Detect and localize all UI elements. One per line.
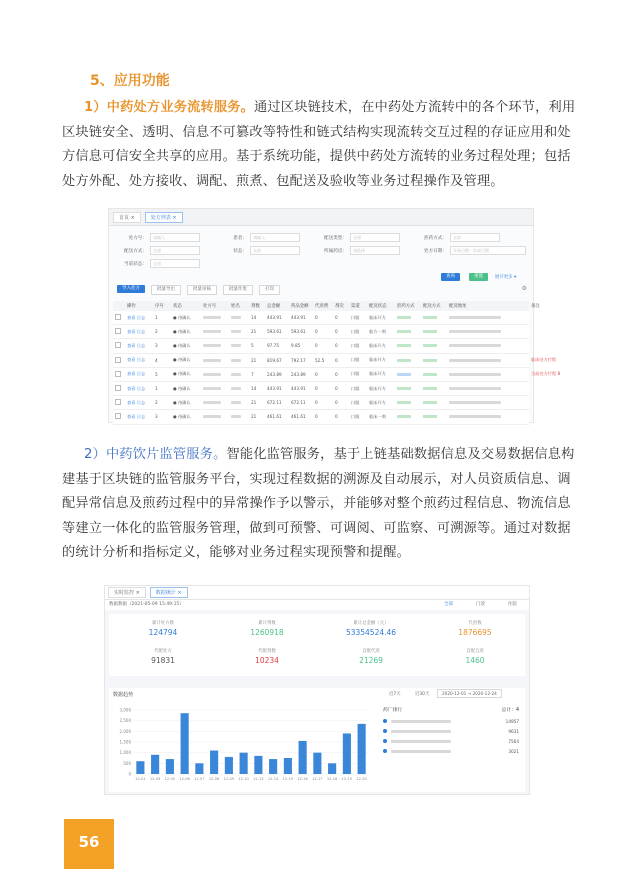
- section-title: 5、应用功能: [90, 73, 170, 89]
- batch-void-button[interactable]: 批量作废: [223, 285, 253, 295]
- prescription-table: [113, 301, 561, 425]
- table-cell: [395, 414, 421, 419]
- column-header: 状态: [173, 304, 182, 309]
- table-cell: 21: [251, 329, 257, 335]
- table-cell: ● 待确认: [173, 314, 191, 320]
- x-tick-label: 12-03: [149, 777, 161, 781]
- y-tick-label: 1,500: [119, 739, 131, 745]
- table-cell: 0: [335, 414, 338, 420]
- rank-value: 9631: [508, 728, 519, 734]
- y-tick-label: 3,000: [119, 707, 131, 713]
- stat-card: [321, 648, 421, 665]
- table-cell: ● 待确认: [173, 385, 191, 391]
- table-header: [113, 301, 540, 311]
- table-cell: [447, 386, 529, 391]
- tab-realtime[interactable]: 实时监控 ×: [108, 587, 146, 598]
- stat-label: 代配处方: [154, 649, 172, 654]
- prescription-no-input[interactable]: 请输入: [150, 233, 200, 242]
- stat-value: 21269: [359, 656, 383, 665]
- import-button[interactable]: 导入处方: [117, 285, 145, 293]
- settings-icon[interactable]: ⚙: [521, 285, 527, 292]
- stat-value: 91831: [151, 656, 175, 665]
- table-cell: 243.89: [291, 371, 306, 377]
- paragraph-supervision: [62, 443, 580, 566]
- table-cell: 0: [335, 329, 338, 335]
- table-cell: 21: [251, 357, 257, 363]
- table-cell: [113, 357, 125, 364]
- range-30days[interactable]: 近30天: [415, 692, 430, 697]
- column-header: 渠道: [351, 304, 360, 309]
- status-select[interactable]: 全部: [250, 246, 300, 255]
- table-cell: 97.75: [267, 343, 279, 349]
- x-tick-label: 12-06: [179, 777, 190, 781]
- table-cell[interactable]: 查看 日志: [127, 385, 146, 391]
- table-cell: 口服: [351, 413, 360, 419]
- stat-label: 累计总金额（元）: [353, 621, 389, 626]
- table-cell: 21: [251, 400, 257, 406]
- table-cell: 0: [335, 400, 338, 406]
- table-cell: [229, 414, 249, 419]
- filter-outpatient[interactable]: 门诊: [476, 602, 485, 607]
- table-cell: [113, 342, 125, 349]
- patient-input[interactable]: 请输入: [250, 233, 300, 242]
- y-tick-label: 500: [123, 760, 131, 766]
- table-cell: [395, 400, 421, 405]
- x-tick-label: 12-13: [253, 777, 264, 781]
- chart-bar[interactable]: [343, 733, 351, 774]
- table-cell: [421, 329, 447, 334]
- rank-item: [383, 736, 519, 746]
- paragraph-lead: 1）中药处方业务流转服务。: [84, 100, 255, 115]
- table-cell: 口服: [351, 328, 360, 334]
- stat-card: [425, 620, 525, 637]
- table-cell: [201, 386, 229, 391]
- table-cell: 1: [155, 386, 158, 392]
- rank-dot-icon: [383, 729, 387, 733]
- table-cell: 819.67: [267, 357, 282, 363]
- table-row[interactable]: [113, 410, 529, 424]
- paragraph-body: 通过区块链技术，在中药处方流转中的各个环节，利用区块链安全、透明、信息不可篡改等特性和链式结构实现流转交互过程的存证应用和处方信息可信安全共享的应用。基于系统功能，提供中药处方流转的业务过程处理；包括处方外配、处方接收、调配、煎煮、包配送及验收等业务过程操作及管理。: [62, 100, 576, 189]
- chart-bar[interactable]: [328, 763, 336, 774]
- table-cell: 5: [251, 343, 254, 349]
- table-cell[interactable]: 查看 日志: [127, 413, 146, 419]
- table-cell: 2: [155, 400, 158, 406]
- table-cell[interactable]: 查看 日志: [127, 314, 146, 320]
- table-cell: 0: [335, 371, 338, 377]
- table-row[interactable]: [113, 382, 529, 396]
- stat-label: 累计剂数: [258, 621, 276, 626]
- table-cell: 5: [155, 371, 158, 377]
- table-cell: 0: [315, 386, 318, 392]
- x-tick-label: 12-01: [135, 777, 146, 781]
- stat-value: 1460: [465, 656, 485, 665]
- stat-label: 累计处方数: [152, 621, 174, 626]
- field-label: 处方号：: [128, 235, 147, 241]
- table-cell: [229, 358, 249, 363]
- column-header: 备注: [531, 304, 540, 309]
- paragraph-prescription: [62, 96, 580, 194]
- table-cell: 0: [315, 329, 318, 335]
- field-label: 状态：: [233, 248, 247, 254]
- table-cell: ● 待确认: [173, 357, 191, 363]
- table-cell: 443.91: [267, 315, 282, 321]
- table-cell: 口服: [351, 371, 360, 377]
- x-tick-label: 12-19: [341, 777, 353, 781]
- table-row[interactable]: [113, 325, 529, 339]
- table-cell: 临床开方: [369, 371, 386, 377]
- stat-value: 124794: [148, 628, 178, 637]
- x-tick-label: 12-09: [223, 777, 235, 781]
- table-cell: [421, 315, 447, 320]
- table-cell: 口服: [351, 385, 360, 391]
- table-cell: 672.11: [291, 400, 306, 406]
- table-cell: [421, 358, 447, 363]
- table-cell: [201, 400, 229, 405]
- table-cell[interactable]: 查看 日志: [127, 399, 146, 405]
- tab-prescription-list[interactable]: 处方列表 ×: [145, 212, 183, 223]
- table-cell: 0: [335, 315, 338, 321]
- page-number: 56: [64, 819, 114, 869]
- paragraph-lead: 2）中药饮片监管服务。: [84, 447, 227, 462]
- query-button[interactable]: 查询: [441, 273, 460, 281]
- column-header: 配送状态: [369, 304, 387, 309]
- stat-card: [113, 648, 213, 665]
- table-cell: [421, 386, 447, 391]
- table-cell: 14: [251, 386, 257, 392]
- table-row[interactable]: [113, 311, 529, 325]
- stats-panel: [109, 614, 525, 676]
- tab-statistics[interactable]: 数据统计 ×: [150, 587, 188, 598]
- table-cell: 3: [155, 414, 158, 420]
- table-cell: [113, 399, 125, 406]
- table-cell: [201, 329, 229, 334]
- table-cell: [447, 414, 529, 419]
- table-cell: ● 待确认: [173, 342, 191, 348]
- table-cell: 0: [335, 343, 338, 349]
- table-cell: [201, 315, 229, 320]
- table-cell: ● 待确认: [173, 328, 191, 334]
- table-cell: [201, 372, 229, 377]
- field-label: 患者：: [233, 235, 247, 241]
- table-cell: [447, 372, 529, 377]
- chart-bar[interactable]: [225, 757, 233, 774]
- stat-value: 10234: [255, 656, 279, 665]
- column-header: 配送地址: [449, 304, 467, 309]
- rank-total: 总计：4: [501, 708, 519, 713]
- table-cell: 口服: [351, 399, 360, 405]
- decoction-select[interactable]: 全部: [450, 233, 500, 242]
- table-cell: 临床开方: [369, 399, 386, 405]
- table-cell: [395, 386, 421, 391]
- table-cell: [113, 413, 125, 420]
- delivery-method-select[interactable]: 全部: [150, 246, 200, 255]
- chart-bar[interactable]: [166, 759, 174, 774]
- rank-dot-icon: [383, 739, 387, 743]
- table-cell: [229, 400, 249, 405]
- table-cell: 443.91: [291, 386, 306, 392]
- table-cell[interactable]: 查看 日志: [127, 328, 146, 334]
- reset-button[interactable]: 重置: [469, 273, 488, 281]
- table-cell: [201, 414, 229, 419]
- table-row[interactable]: [113, 396, 529, 410]
- table-cell: 593.61: [267, 329, 282, 335]
- column-header: 姓名: [231, 304, 240, 309]
- column-header: 序号: [155, 304, 164, 309]
- stat-card: [425, 648, 525, 665]
- date-range-picker[interactable]: 2020-12-01 → 2020-12-24: [437, 689, 502, 698]
- rank-title: 药厂排行: [383, 708, 403, 713]
- batch-review-button[interactable]: 批量审核: [187, 285, 217, 295]
- chart-bar[interactable]: [313, 753, 321, 774]
- table-cell: 52.5: [315, 357, 325, 363]
- stats-subtitle: [105, 600, 529, 610]
- rank-dot-icon: [383, 719, 387, 723]
- range-7days[interactable]: 近7天: [389, 692, 401, 697]
- y-tick-label: 0: [128, 771, 131, 777]
- table-cell: 临床一剂: [369, 413, 386, 419]
- table-cell: [229, 372, 249, 377]
- y-tick-label: 1,000: [119, 750, 131, 756]
- table-cell: 0: [335, 386, 338, 392]
- rank-item: [383, 746, 519, 756]
- subtitle-text: 数据数据（2021-05-09 15:49:15）: [109, 602, 184, 607]
- x-tick-label: 12-18: [326, 777, 338, 781]
- stat-card: [321, 620, 421, 637]
- column-header: 操作: [127, 304, 136, 309]
- tab-home[interactable]: 首页 ×: [113, 212, 141, 223]
- table-cell: 461.61: [267, 414, 282, 420]
- table-cell: 口服: [351, 342, 360, 348]
- column-header: 药品金额: [291, 304, 309, 309]
- table-row[interactable]: [113, 368, 561, 382]
- paragraph-body: 智能化监管服务，基于上链基础数据信息及交易数据信息构建基于区块链的监管服务平台，实现过程数据的溯源及自动展示，对人员资质信息、调配异常信息及煎药过程中的异常操作予以警示，并能够对整个煎药过程信息、物流信息等建立一体化的监管服务管理，做到可预警、可调阅、可监察、可溯源等。通过对数据的统计分析和指标定义，能够对业务过程实现预警和提醒。: [62, 447, 575, 560]
- table-cell: [229, 315, 249, 320]
- table-cell: 0: [315, 400, 318, 406]
- trend-chart-panel: [109, 688, 525, 792]
- x-tick-label: 12-17: [312, 777, 323, 781]
- chart-title: 数据趋势: [113, 692, 134, 698]
- table-cell: [201, 343, 229, 348]
- table-cell: [395, 329, 421, 334]
- chart-bar[interactable]: [151, 755, 159, 774]
- stat-value: 1260918: [250, 628, 284, 637]
- column-header: 处方号: [203, 304, 217, 309]
- table-cell: 461.61: [291, 414, 306, 420]
- current-status-select[interactable]: 全部: [150, 259, 200, 268]
- table-cell: 2: [155, 329, 158, 335]
- table-cell: 临床开方: [369, 385, 386, 391]
- table-cell: [113, 385, 125, 392]
- table-row[interactable]: [113, 339, 529, 353]
- table-cell: [201, 358, 229, 363]
- table-cell: [395, 343, 421, 348]
- rank-item: [383, 716, 519, 726]
- delivery-type-select[interactable]: 全部: [350, 233, 400, 242]
- filter-all[interactable]: 全部: [444, 602, 453, 607]
- table-cell[interactable]: 查看 日志: [127, 357, 146, 363]
- column-header: 剂数: [251, 304, 260, 309]
- date-range-input[interactable]: 开始日期 - 结束日期: [450, 246, 526, 255]
- table-cell: ● 待确认: [173, 413, 191, 419]
- filter-inpatient[interactable]: 住院: [508, 602, 517, 607]
- column-header: 配送方式: [423, 304, 441, 309]
- stat-label: 代煎数: [468, 621, 482, 626]
- table-cell: [421, 343, 447, 348]
- export-button[interactable]: 批量导出: [151, 285, 181, 295]
- table-cell: 3: [155, 343, 158, 349]
- statistics-screenshot: [104, 585, 530, 795]
- table-cell: [229, 343, 249, 348]
- column-header: 代煎费: [315, 304, 329, 309]
- x-tick-label: 12-16: [297, 777, 308, 781]
- chart-bar[interactable]: [358, 724, 366, 774]
- field-label: 处方日期：: [424, 248, 447, 254]
- print-button[interactable]: 打印: [259, 285, 280, 295]
- chart-bar[interactable]: [240, 753, 248, 774]
- field-label: 当前状态：: [124, 261, 147, 267]
- table-cell: 0: [335, 357, 338, 363]
- table-cell: 0: [315, 343, 318, 349]
- y-tick-label: 2,500: [119, 718, 131, 724]
- table-cell: 792.17: [291, 357, 306, 363]
- table-cell: [447, 400, 529, 405]
- stat-card: [113, 620, 213, 637]
- rank-value: 3021: [508, 748, 519, 754]
- x-tick-label: 12-07: [194, 777, 205, 781]
- x-tick-label: 12-20: [356, 777, 367, 781]
- table-cell: 243.89: [267, 371, 282, 377]
- rank-dot-icon: [383, 749, 387, 753]
- table-cell: [447, 315, 529, 320]
- rank-value: 7564: [508, 738, 519, 744]
- table-cell: [113, 328, 125, 335]
- chart-bar[interactable]: [195, 763, 203, 774]
- chart-bar[interactable]: [181, 713, 189, 774]
- table-row[interactable]: [113, 354, 557, 368]
- table-cell: 443.91: [291, 315, 306, 321]
- table-cell: 口服: [351, 357, 360, 363]
- column-header: 总金额: [267, 304, 281, 309]
- stat-value: 1876695: [458, 628, 492, 637]
- table-cell: [395, 315, 421, 320]
- x-tick-label: 12-10: [238, 777, 249, 781]
- table-cell: [421, 414, 447, 419]
- table-cell: 1: [155, 315, 158, 321]
- chart-bar[interactable]: [299, 741, 307, 774]
- table-cell: 7: [251, 371, 254, 377]
- stat-card: [217, 620, 317, 637]
- table-cell: [229, 329, 249, 334]
- table-cell: 临床开方: [369, 357, 386, 363]
- table-cell: [421, 400, 447, 405]
- table-cell: [229, 386, 249, 391]
- stat-value: 53354524.46: [345, 628, 397, 637]
- column-header: 剂次: [335, 304, 344, 309]
- chart-bar[interactable]: [136, 761, 144, 774]
- rank-item: [383, 726, 519, 736]
- table-cell: 593.61: [291, 329, 306, 335]
- table-cell: [447, 329, 529, 334]
- trend-bar-chart: [111, 702, 377, 790]
- field-label: 所属药房：: [324, 248, 347, 254]
- x-tick-label: 12-15: [282, 777, 294, 781]
- table-cell: [421, 372, 447, 377]
- table-cell[interactable]: 查看 日志: [127, 342, 146, 348]
- tab-bar: [105, 586, 529, 600]
- stat-label: 自配代煎: [362, 649, 380, 654]
- stat-label: 自配自煎: [466, 649, 484, 654]
- x-tick-label: 12-08: [208, 777, 220, 781]
- rank-value: 14957: [505, 718, 519, 724]
- y-tick-label: 2,000: [119, 728, 131, 734]
- table-cell[interactable]: 查看 日志: [127, 371, 146, 377]
- field-label: 配送方式：: [124, 248, 147, 254]
- chart-bar[interactable]: [284, 758, 292, 774]
- table-cell: [113, 314, 125, 321]
- expand-more-link[interactable]: 展开更多 ▾: [495, 275, 517, 280]
- table-cell: 0: [315, 315, 318, 321]
- x-tick-label: 12-05: [164, 777, 176, 781]
- chart-bar[interactable]: [210, 751, 218, 774]
- table-cell: 口服: [351, 314, 360, 320]
- field-label: 煎药方式：: [424, 235, 447, 241]
- table-cell: ● 待确认: [173, 399, 191, 405]
- field-label: 配送类型：: [324, 235, 347, 241]
- tab-bar: [109, 209, 533, 226]
- pharmacy-select[interactable]: 请选择: [350, 246, 400, 255]
- chart-bar[interactable]: [254, 756, 262, 774]
- table-cell: 临床开方: [369, 342, 386, 348]
- table-cell: 临床开方: [369, 314, 386, 320]
- table-cell: ● 待确认: [173, 371, 191, 377]
- prescription-list-screenshot: [108, 208, 561, 423]
- table-cell: 14: [251, 315, 257, 321]
- column-header: 煎药方式: [397, 304, 415, 309]
- table-cell: 672.11: [267, 400, 282, 406]
- table-cell: 0: [315, 371, 318, 377]
- table-cell: [395, 358, 421, 363]
- table-cell: 9.85: [291, 343, 301, 349]
- table-cell: 443.91: [267, 386, 282, 392]
- table-cell: [447, 343, 529, 348]
- table-cell: 4: [155, 357, 158, 363]
- table-cell: [447, 358, 529, 363]
- table-cell: [113, 371, 125, 378]
- table-cell: 临方一剂: [369, 328, 386, 334]
- table-cell: 临床处方疗程: [531, 357, 557, 363]
- stat-label: 代配剂数: [258, 649, 276, 654]
- x-tick-label: 12-14: [267, 777, 279, 781]
- table-cell: 当前处方疗程 8: [531, 371, 561, 377]
- stat-card: [217, 648, 317, 665]
- chart-bar[interactable]: [269, 759, 277, 774]
- table-cell: [395, 372, 421, 377]
- factory-ranking: [383, 706, 519, 756]
- table-cell: 21: [251, 414, 257, 420]
- table-cell: 0: [315, 414, 318, 420]
